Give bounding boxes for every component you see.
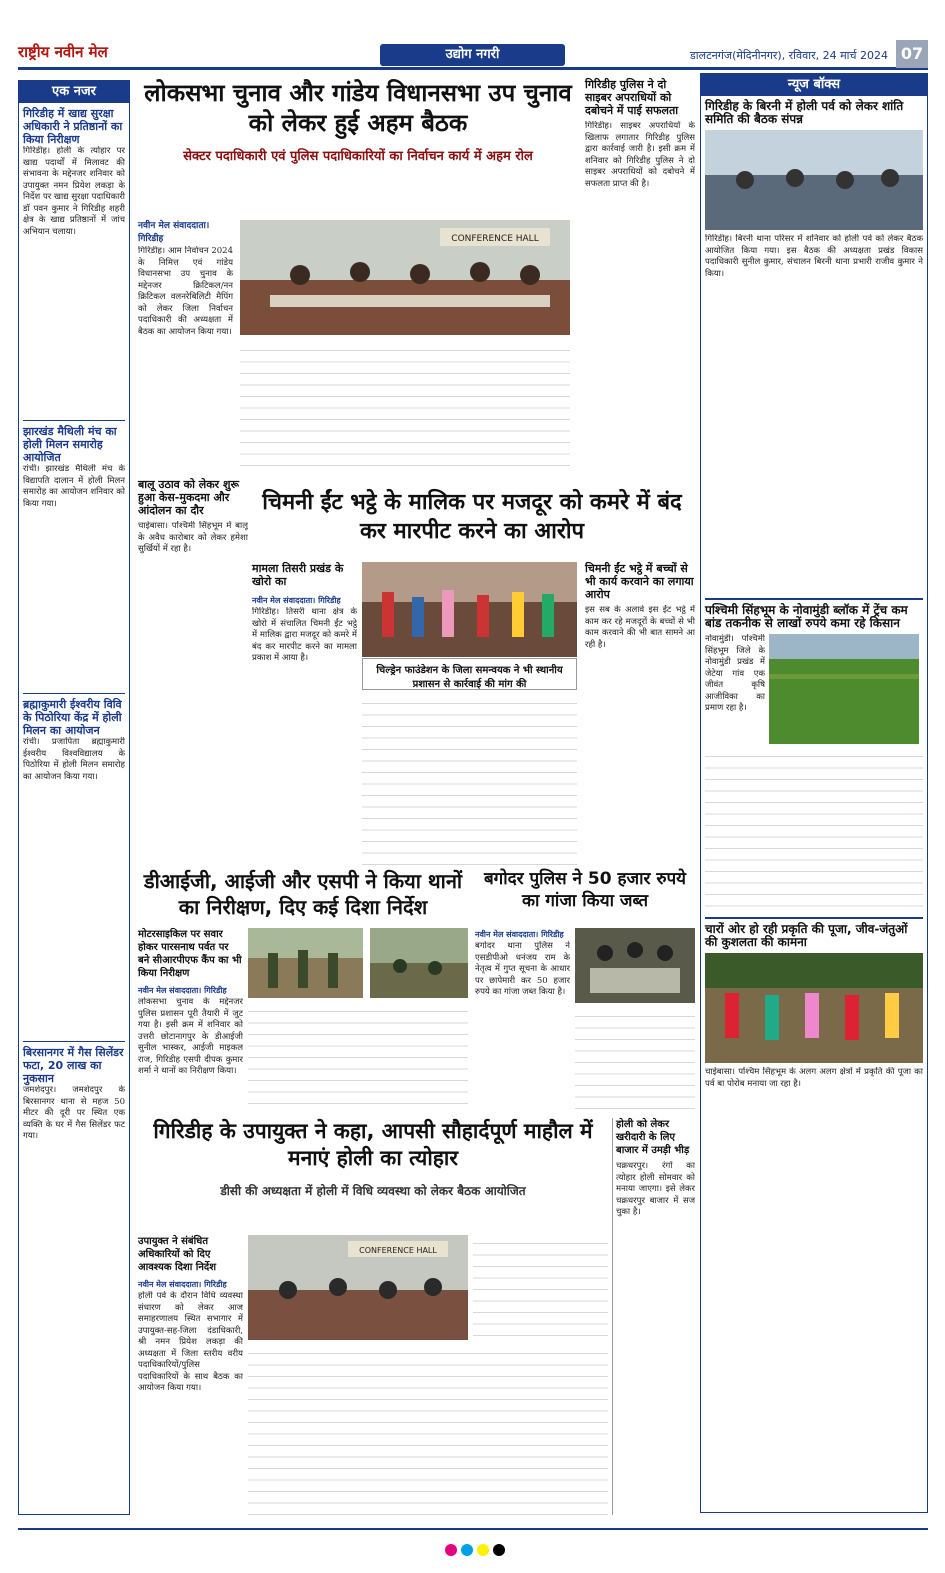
black-dot <box>493 1544 505 1556</box>
sand-body: चाईबासा। पश्चिमी सिंहभूम में बालू के अवैध कारोबार को लेकर हमेशा सुर्खियों में रहा है। <box>138 521 248 554</box>
photo-caption: चिल्ड्रेन फाउंडेशन के जिला समन्वयक ने भी स्थानीय प्रशासन से कार्रवाई की मांग की <box>362 658 577 690</box>
inspection-photo <box>248 928 363 998</box>
top-story <box>138 78 578 164</box>
cyan-dot <box>461 1544 473 1556</box>
text-filler <box>362 695 577 867</box>
news-box <box>700 73 928 1513</box>
magenta-dot <box>445 1544 457 1556</box>
holi-story-head <box>138 1118 608 1199</box>
photo-sign: CONFERENCE HALL <box>359 1246 437 1255</box>
dig-story-head <box>138 868 468 920</box>
chimney-story-head <box>252 488 692 546</box>
meeting-photo <box>240 220 570 335</box>
dig-kicker: मोटरसाइकिल पर सवार होकर पारसनाथ पर्वत पर बने सीआरपीएफ कैंप का भी किया निरीक्षण <box>138 929 242 979</box>
page-number: 07 <box>896 40 928 68</box>
brief-body: जमशेदपुर। जमशेदपुर के बिरसानगर थाना से महज 50 मीटर की दूरी पर स्थित एक व्यक्ति के घर में गैस सिलेंडर फट गया। <box>23 1085 125 1141</box>
birni-meeting-photo <box>705 130 923 230</box>
child-labour-story <box>585 562 695 867</box>
text-filler <box>248 1345 608 1515</box>
photo-sign: CONFERENCE HALL <box>451 234 539 244</box>
holi-headline: गिरिडीह के उपायुक्त ने कहा, आपसी सौहार्दपूर्ण माहौल में मनाएं होली का त्योहार <box>153 1119 593 1170</box>
brief-title: गिरिडीह में खाद्य सुरक्षा अधिकारी ने प्रतिष्ठानों का किया निरीक्षण <box>23 107 123 146</box>
bagodar-col1 <box>475 928 570 1113</box>
market-headline: होली को लेकर खरीदारी के लिए बाजार में उमड़ी भीड़ <box>616 1119 690 1156</box>
ek-nazar-header: एक नजर <box>19 81 129 103</box>
masthead <box>18 40 928 70</box>
holi-subheadline: डीसी की अध्यक्षता में होली में विधि व्यवस्था को लेकर बैठक आयोजित <box>220 1184 526 1198</box>
divider <box>705 598 923 600</box>
bagodar-headline: बगोदर पुलिस ने 50 हजार रुपये का गांजा किया जब्त <box>483 869 687 911</box>
news-box-title: पश्चिमी सिंहभूम के नोवामुंडी ब्लॉक में ट्रेंच कम बांड तकनीक से लाखों रुपये कमा रहे किसान <box>705 603 908 630</box>
byline: नवीन मेल संवाददाता। गिरिडीह <box>475 930 564 939</box>
left-column <box>18 80 130 1515</box>
divider <box>23 420 125 421</box>
print-color-bar <box>18 1528 928 1540</box>
text-filler <box>473 1235 608 1340</box>
bagodar-body: बगोदर थाना पुलिस ने एसडीपीओ धनंजय राम के नेतृत्व में गुप्त सूचना के आधार पर छापेमारी कर 50 हजार रुपये का गांजा जब्त किया है। <box>475 941 570 997</box>
brief-body: रांची। प्रजापिता ब्रह्माकुमारी ईश्वरीय विश्वविद्यालय के पिठोरिया में होली मिलन समारोह का आयोजन किया गया। <box>23 737 125 782</box>
dc-meeting-photo <box>248 1235 468 1340</box>
market-body: चक्रधरपुर। रंगों का त्योहार होली सोमवार को मनाया जाएगा। इसे लेकर चक्रधरपुर बाजार में सज चुका है। <box>616 1161 695 1217</box>
sand-headline: बालू उठाव को लेकर शुरू हुआ केस-मुकदमा और आंदोलन का दौर <box>138 478 240 517</box>
divider <box>23 1041 125 1042</box>
holi-col1 <box>138 1235 243 1515</box>
byline: नवीन मेल संवाददाता। गिरिडीह <box>138 986 227 995</box>
article-body: गिरिडीह। आम निर्वाचन 2024 के निमित्त एवं गांडेय विधानसभा उप चुनाव के मद्देनजर क्रिटिकल/नन क्रिटिकल वलनरेबिलिटी मैपिंग को लेकर जिला निर्वाचन पदाधिकारी की अध्यक्षता में बैठक का आयोजन किया गया। <box>138 246 233 337</box>
text-filler <box>575 1008 695 1113</box>
child-labour-title: चिमनी ईंट भट्ठे में बच्चों से भी कार्य करवाने का लगाया आरोप <box>585 562 694 601</box>
holi-kicker: उपायुक्त ने संबंधित अधिकारियों को दिए आवश्यक दिशा निर्देश <box>138 1236 217 1273</box>
child-labour-body: इस सब के अलावे इस ईंट भट्ठे में काम कर रहे मजदूरों के बच्चों से भी काम करवाने की भी बात सामने आ रही है। <box>585 605 695 650</box>
chimney-sub-title: मामला तिसरी प्रखंड के खोरो का <box>252 562 344 588</box>
nature-worship-photo <box>705 953 923 1063</box>
brief-body: गिरिडीह। होली के त्योहार पर खाद्य पदार्थों में मिलावट की संभावना के मद्देनजर शनिवार को उपायुक्त नमन प्रियेश लकड़ा के निर्देश पर खाद्य सुरक्षा पदाधिकारी डॉ पवन कुमार ने गिरिडीह शहरी क्षेत्र के खाद्य प्रतिष्ठानों में जांच अभियान चलाया। <box>23 146 125 237</box>
byline: नवीन मेल संवाददाता। गिरिडीह <box>138 221 210 244</box>
top-story-text-col1 <box>138 220 233 470</box>
chimney-headline: चिमनी ईंट भट्ठे के मालिक पर मजदूर को कमरे में बंद कर मारपीट करने का आरोप <box>262 490 682 544</box>
chimney-body: गिरिडीह। तिसरी थाना क्षेत्र के खोरो में संचालित चिमनी ईंट भट्ठे में मालिक द्वारा मजदूर को कमरे में बंद कर मारपीट करने का मामला प्रकाश में आया है। <box>252 607 357 663</box>
ganja-seizure-photo <box>575 928 695 1003</box>
news-box-body: गिरिडीह। बिरनी थाना परिसर में शनिवार को होली पर्व को लेकर बैठक आयोजित किया गया। इस बैठक की अध्यक्षता प्रखंड विकास पदाधिकारी सुनील कुमार, संचालन बिरनी थाना प्रभारी राजीव कुमार ने किया। <box>705 234 923 279</box>
workers-photo <box>362 562 577 657</box>
photo-illustration <box>240 220 570 335</box>
registration-marks <box>445 1544 505 1556</box>
text-filler <box>705 748 923 913</box>
text-filler <box>248 1003 468 1113</box>
news-box-header: न्यूज बॉक्स <box>701 74 927 96</box>
market-story <box>612 1118 695 1515</box>
dateline: डालटनगंज(मेदिनीनगर), रविवार, 24 मार्च 2024 <box>689 49 888 62</box>
news-box-title: गिरिडीह के बिरनी में होली पर्व को लेकर शांति समिति की बैठक संपन्न <box>705 99 904 126</box>
byline: नवीन मेल संवाददाता। गिरिडीह <box>252 596 341 605</box>
brief-title: झारखंड मैथिली मंच का होली मिलन समारोह आयोजित <box>23 425 117 464</box>
bagodar-story-head <box>475 868 695 912</box>
top-story-text-columns <box>240 342 570 470</box>
holi-body: होली पर्व के दौरान विधि व्यवस्था संधारण को लेकर आज समाहरणालय स्थित सभागार में उपायुक्त-सह-जिला दंडाधिकारी, श्री नमन प्रियेश लकड़ा की अध्यक्षता में जिला स्तरीय वरीय पदाधिकारियों/पुलिस पदाधिकारियों के साथ बैठक का आयोजन किया गया। <box>138 1291 243 1393</box>
news-box-body: नोवामुंडी। पश्चिमी सिंहभूम जिले के नोवामुंडी प्रखंड में जेटेया गांव एक जीवंत कृषि आजीविका का प्रमाण रहा है। <box>705 634 765 713</box>
brief-body: रांची। झारखंड मैथिली मंच के विद्यापति दालान में होली मिलन समारोह का आयोजन शनिवार को किया गया। <box>23 464 125 509</box>
news-box-title: चारों ओर हो रही प्रकृति की पूजा, जीव-जंतुओं की कुशलता की कामना <box>705 922 908 949</box>
divider <box>23 693 125 694</box>
dig-kicker-box <box>138 928 243 1113</box>
chimney-sub1 <box>252 562 357 867</box>
farm-photo <box>769 634 919 744</box>
brief-title: ब्रह्माकुमारी ईश्वरीय विवि के पिठोरिया केंद्र में होली मिलन का आयोजन <box>23 698 122 737</box>
cyber-body: गिरिडीह। साइबर अपराधियों के खिलाफ लगातार गिरिडीह पुलिस द्वारा कार्रवाई जारी है। इसी क्रम में शनिवार को गिरिडीह पुलिस ने दो साइबर अपराधियों को दबोचने में सफलता प्राप्त की है। <box>585 121 695 189</box>
camp-photo <box>370 928 468 998</box>
newspaper-logo: राष्ट्रीय नवीन मेल <box>18 43 108 61</box>
byline: नवीन मेल संवाददाता। गिरिडीह <box>138 1280 227 1289</box>
section-label: उद्योग नगरी <box>380 44 565 66</box>
top-story-subheadline: सेक्टर पदाधिकारी एवं पुलिस पदाधिकारियों का निर्वाचन कार्य में अहम रोल <box>183 149 533 164</box>
dig-body: लोकसभा चुनाव के मद्देनजर पुलिस प्रशासन पूरी तैयारी में जुट गया है। इसी क्रम में शनिवार को उत्तरी छोटानागपुर के डीआईजी सुनील भास्कर, आईजी माइकल राज, गिरिडीह एसपी दीपक कुमार शर्मा ने थानों का निरीक्षण किया। <box>138 997 243 1076</box>
yellow-dot <box>477 1544 489 1556</box>
cyber-story <box>585 78 695 473</box>
top-story-headline: लोकसभा चुनाव और गांडेय विधानसभा उप चुनाव को लेकर हुई अहम बैठक <box>144 79 572 137</box>
dig-headline: डीआईजी, आईजी और एसपी ने किया थानों का निरीक्षण, दिए कई दिशा निर्देश <box>143 869 463 919</box>
news-box-body: चाईबासा। पश्चिम सिंहभूम के अलग अलग क्षेत्रों में प्रकृति की पूजा का पर्व बा पोरोब मनाया जा रहा है। <box>705 1067 923 1089</box>
divider <box>705 917 923 919</box>
cyber-headline: गिरिडीह पुलिस ने दो साइबर अपराधियों को दबोचने में पाई सफलता <box>585 78 679 117</box>
sand-story <box>138 478 248 868</box>
brief-title: बिरसानगर में गैस सिलेंडर फटा, 20 लाख का नुकसान <box>23 1046 124 1085</box>
